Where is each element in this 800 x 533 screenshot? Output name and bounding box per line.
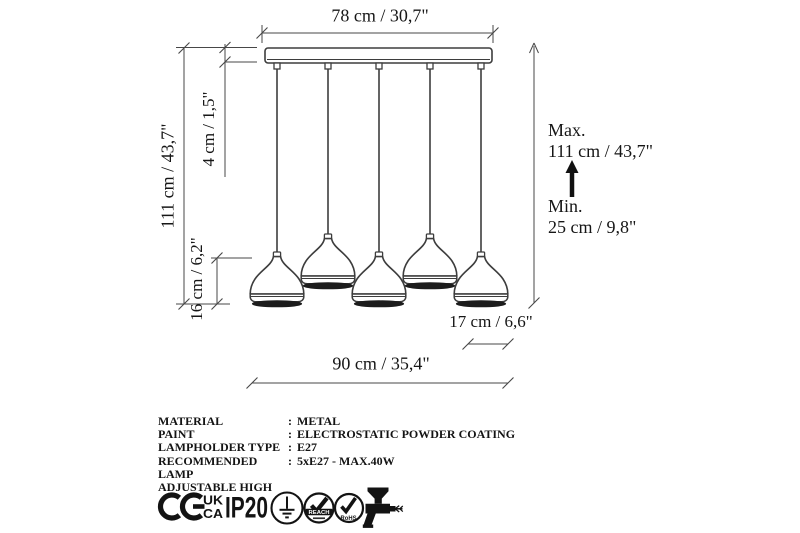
pendant-lamp-drawing	[250, 48, 508, 307]
dimension-lines	[176, 25, 540, 389]
ukca-line1: UK	[203, 493, 223, 508]
dim-shade-diameter-label: 17 cm / 6,6"	[449, 312, 533, 331]
max-label: Max.	[548, 120, 586, 140]
spec-separator	[272, 481, 281, 494]
dim-shade-height-label: 16 cm / 6,2"	[187, 237, 206, 321]
ce-mark-icon	[160, 495, 204, 518]
dim-width-bottom-label: 90 cm / 35,4"	[332, 353, 430, 374]
spec-separator: :	[288, 440, 292, 455]
spec-label: MATERIAL	[158, 414, 224, 428]
spec-value: 5xE27 - MAX.40W	[297, 453, 395, 468]
cords	[277, 69, 481, 253]
dim-width-top-label: 78 cm / 30,7"	[331, 5, 429, 26]
lamp-shade	[454, 252, 508, 307]
min-label: Min.	[548, 196, 583, 216]
spec-separator: :	[288, 427, 292, 442]
max-value: 111 cm / 43,7"	[548, 141, 654, 161]
cord-connectors	[274, 63, 484, 69]
spec-row-recommended-lamp	[158, 455, 518, 481]
dim-height-overall-label: 111 cm / 43,7"	[157, 123, 178, 229]
rohs-label: RoHS	[340, 515, 357, 522]
ceiling-rail	[265, 48, 492, 63]
spec-label: PAINT	[158, 427, 195, 442]
spec-value: ELECTROSTATIC POWDER COATING	[297, 427, 516, 442]
ip20-rating: IP20	[225, 491, 268, 525]
lamp-shade	[352, 252, 406, 307]
up-arrow-icon	[566, 160, 579, 197]
min-value: 25 cm / 9,8"	[548, 217, 637, 237]
spec-label: RECOMMENDED LAMP	[158, 453, 258, 481]
ukca-mark-icon	[203, 494, 223, 522]
lamp-shade	[250, 252, 304, 307]
dim-canopy-height-label: 4 cm / 1,5"	[199, 91, 218, 167]
spec-separator: :	[288, 414, 292, 428]
rohs-compliant-icon	[335, 494, 363, 522]
reach-compliant-icon	[305, 494, 334, 523]
lamp-shade	[301, 234, 355, 289]
ukca-line2: CA	[203, 507, 223, 521]
lamp-shade	[403, 234, 457, 289]
spec-table	[158, 415, 518, 494]
spec-separator: :	[288, 453, 292, 468]
earth-ground-icon	[272, 493, 303, 524]
spec-value: E27	[297, 440, 318, 455]
spec-label: LAMPHOLDER TYPE	[158, 440, 281, 455]
spec-label: ADJUSTABLE HIGH	[158, 480, 273, 495]
spec-row-lampholder	[158, 441, 518, 454]
reach-label: REACH	[308, 510, 330, 516]
spec-value: METAL	[297, 414, 341, 428]
spec-row-adjustable	[158, 481, 518, 494]
spec-value	[281, 481, 518, 494]
